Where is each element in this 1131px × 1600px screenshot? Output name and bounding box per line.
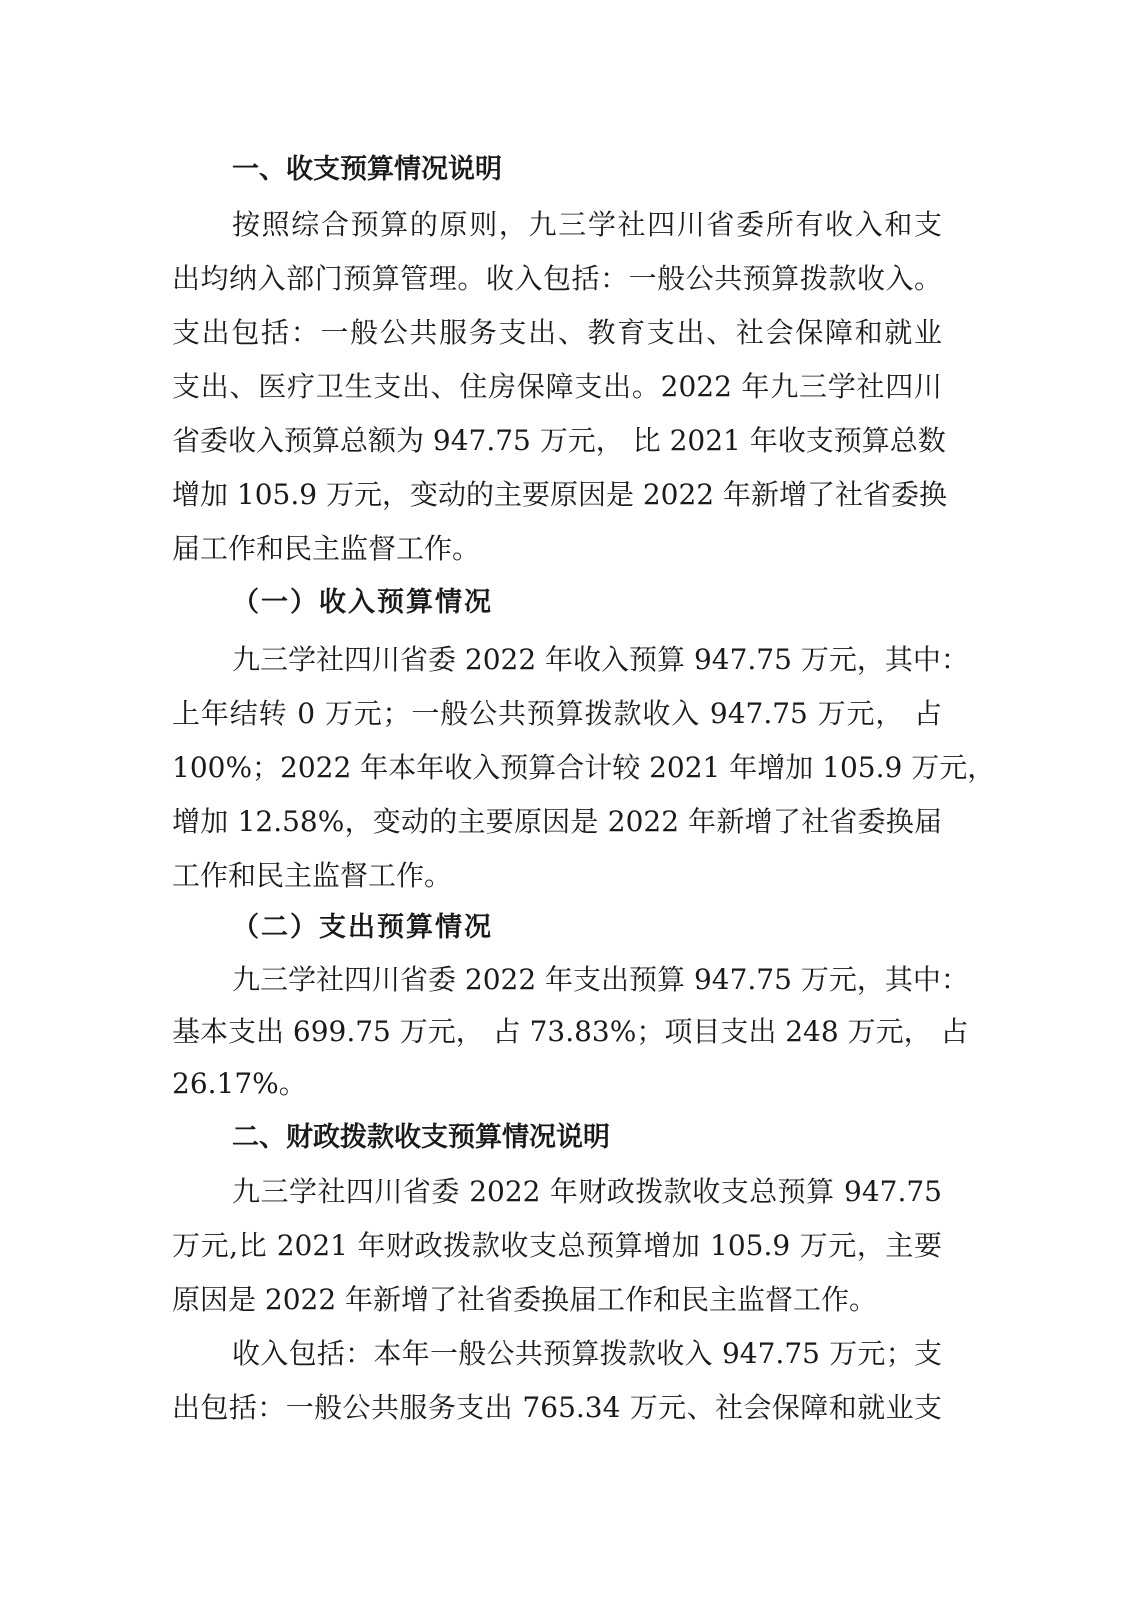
paragraph-line: 九三学社四川省委 2022 年收入预算 947.75 万元，其中： <box>232 643 969 676</box>
paragraph-line: 原因是 2022 年新增了社省委换届工作和民主监督工作。 <box>172 1283 878 1316</box>
paragraph-line: 届工作和民主监督工作。 <box>172 532 481 565</box>
paragraph-line: 支出包括：一般公共服务支出、教育支出、社会保障和就业 <box>172 316 942 349</box>
paragraph-line: 省委收入预算总额为 947.75 万元， 比 2021 年收支预算总数 <box>172 424 946 457</box>
paragraph-line: 增加 105.9 万元，变动的主要原因是 2022 年新增了社省委换 <box>172 478 948 511</box>
paragraph-line: 100%；2022 年本年收入预算合计较 2021 年增加 105.9 万元， <box>172 751 996 784</box>
paragraph-line: 出包括：一般公共服务支出 765.34 万元、社会保障和就业支 <box>172 1391 942 1424</box>
subsection2-heading: （二）支出预算情况 <box>232 912 493 943</box>
subsection1-heading: （一）收入预算情况 <box>232 587 493 618</box>
paragraph-line: 支出、医疗卫生支出、住房保障支出。2022 年九三学社四川 <box>172 370 942 403</box>
section1-heading: 一、收支预算情况说明 <box>232 154 502 185</box>
paragraph-line: 九三学社四川省委 2022 年支出预算 947.75 万元，其中： <box>232 963 969 996</box>
paragraph-line: 按照综合预算的原则，九三学社四川省委所有收入和支 <box>232 208 942 241</box>
paragraph-line: 九三学社四川省委 2022 年财政拨款收支总预算 947.75 <box>232 1175 942 1208</box>
paragraph-line: 工作和民主监督工作。 <box>172 859 453 892</box>
paragraph-line: 26.17%。 <box>172 1067 307 1100</box>
paragraph-line: 基本支出 699.75 万元， 占 73.83%；项目支出 248 万元， 占 <box>172 1015 969 1048</box>
section2-heading: 二、财政拨款收支预算情况说明 <box>232 1122 610 1153</box>
paragraph-line: 增加 12.58%，变动的主要原因是 2022 年新增了社省委换届 <box>172 805 942 838</box>
paragraph-line: 收入包括：本年一般公共预算拨款收入 947.75 万元；支 <box>232 1337 942 1370</box>
paragraph-line: 出均纳入部门预算管理。收入包括：一般公共预算拨款收入。 <box>172 262 942 295</box>
paragraph-line: 万元,比 2021 年财政拨款收支总预算增加 105.9 万元，主要 <box>172 1229 942 1262</box>
paragraph-line: 上年结转 0 万元；一般公共预算拨款收入 947.75 万元， 占 <box>172 697 942 730</box>
